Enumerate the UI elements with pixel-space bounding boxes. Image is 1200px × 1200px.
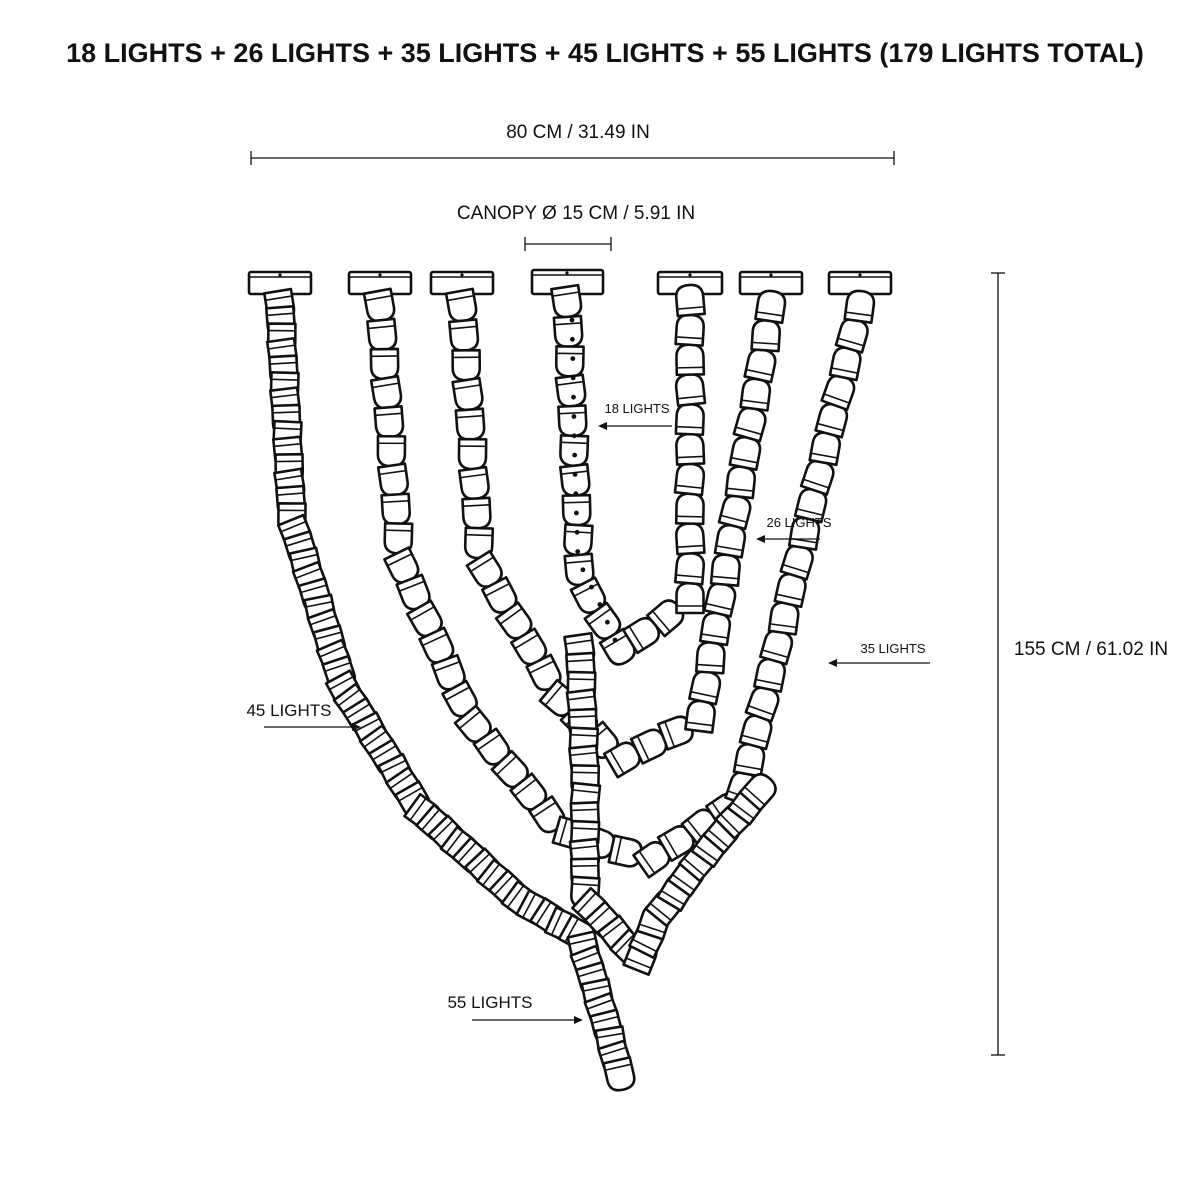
light-bead: [449, 319, 479, 351]
light-bead-marker: [572, 453, 577, 458]
light-bead-rim: [466, 535, 492, 536]
callout-arrowhead-26: [756, 535, 765, 543]
light-bead: [676, 493, 704, 524]
light-bead-rim: [273, 412, 299, 413]
light-bead: [845, 289, 876, 322]
light-bead-shade: [689, 669, 722, 704]
light-bead-rim: [570, 716, 596, 717]
light-strands: [264, 284, 875, 1093]
light-bead-marker: [574, 511, 579, 516]
light-bead-shade: [675, 284, 704, 316]
light-bead-rim: [572, 809, 598, 810]
canopy-dimension: [457, 203, 695, 251]
light-bead: [556, 346, 583, 376]
light-bead: [676, 433, 704, 464]
light-bead-shade: [556, 375, 587, 408]
light-bead-marker: [581, 567, 586, 572]
light-bead: [554, 316, 583, 348]
strand-callout-26: [756, 515, 832, 543]
light-bead-shade: [676, 523, 705, 555]
light-bead: [676, 523, 705, 555]
light-bead-rim: [386, 530, 412, 531]
light-bead: [675, 373, 705, 406]
light-bead-rim: [677, 456, 703, 457]
canopy-screw: [278, 273, 281, 276]
light-bead-marker: [570, 356, 575, 361]
callout-arrowhead-55: [574, 1016, 583, 1024]
strand-label-35: 35 LIGHTS: [860, 641, 926, 656]
light-bead-rim: [561, 442, 587, 443]
light-bead: [752, 319, 781, 351]
strand-callout-35: [828, 641, 930, 667]
light-bead: [459, 467, 490, 500]
light-bead-shade: [459, 467, 490, 500]
light-bead-rim: [677, 367, 703, 368]
light-bead-shade: [459, 439, 486, 469]
light-bead-shade: [675, 552, 704, 584]
light-bead-shade: [558, 405, 586, 436]
light-bead-rim: [677, 516, 703, 517]
light-bead-shade: [554, 316, 583, 348]
light-bead-shade: [726, 465, 756, 498]
light-bead: [459, 439, 486, 469]
light-bead: [446, 289, 478, 323]
light-bead-shade: [563, 495, 591, 526]
light-bead-shade: [367, 319, 397, 352]
light-bead-shade: [378, 464, 409, 498]
light-bead-shade: [462, 498, 490, 529]
light-bead: [689, 669, 722, 704]
light-bead-rim: [677, 427, 703, 428]
light-bead-shade: [745, 347, 778, 382]
light-bead-marker: [571, 395, 576, 400]
light-bead: [726, 465, 756, 498]
light-bead-rim: [569, 679, 595, 680]
light-bead-shade: [675, 462, 705, 495]
canopy-screw: [565, 271, 568, 274]
light-bead-shade: [449, 319, 479, 351]
light-bead-marker: [572, 433, 577, 438]
light-bead-shade: [551, 285, 582, 319]
light-bead: [676, 314, 705, 346]
light-bead: [371, 349, 398, 379]
light-bead-shade: [676, 314, 705, 346]
strand-45-lights: [364, 289, 875, 878]
strand-callout-55: [447, 993, 583, 1024]
light-bead-shade: [371, 349, 398, 379]
light-bead-shade: [603, 1057, 636, 1092]
light-bead-rim: [563, 502, 589, 503]
callout-arrowhead-35: [828, 659, 837, 667]
light-bead: [755, 289, 786, 323]
light-bead: [675, 284, 704, 316]
light-bead-shade: [676, 344, 704, 375]
light-bead-shade: [676, 493, 704, 524]
light-bead-shade: [378, 436, 405, 466]
light-bead: [551, 285, 582, 319]
light-bead-marker: [572, 414, 577, 419]
light-bead-shade: [375, 406, 404, 438]
light-bead-rim: [572, 866, 598, 867]
light-bead-marker: [570, 337, 575, 342]
light-bead: [367, 319, 397, 352]
light-bead-shade: [676, 404, 704, 435]
light-bead: [378, 436, 405, 466]
light-bead-marker: [605, 620, 610, 625]
light-bead-marker: [570, 318, 575, 323]
canopy-screw: [688, 273, 691, 276]
strand-label-26: 26 LIGHTS: [766, 515, 832, 530]
light-bead-shade: [456, 409, 485, 441]
light-bead-marker: [598, 602, 603, 607]
callout-arrowhead-18: [598, 422, 607, 430]
strand-label-18: 18 LIGHTS: [604, 401, 670, 416]
light-bead: [711, 554, 740, 586]
light-bead-shade: [675, 373, 705, 406]
light-bead: [456, 409, 485, 441]
canopy-screw: [378, 273, 381, 276]
light-bead-shade: [453, 350, 480, 380]
light-bead-marker: [573, 472, 578, 477]
light-bead: [677, 583, 704, 613]
height-dimension: [991, 273, 1168, 1055]
light-bead-rim: [572, 828, 598, 829]
light-bead-rim: [572, 772, 598, 773]
light-bead-shade: [755, 289, 786, 323]
light-bead: [453, 350, 480, 380]
light-bead: [462, 498, 490, 529]
height-dimension-label: 155 CM / 61.02 IN: [1013, 639, 1169, 660]
light-bead: [378, 464, 409, 498]
light-bead-shade: [845, 289, 876, 322]
light-bead: [675, 462, 705, 495]
light-bead-marker: [573, 491, 578, 496]
light-bead: [453, 378, 484, 412]
light-bead-marker: [589, 585, 594, 590]
light-bead-shade: [560, 435, 588, 466]
light-bead-shade: [711, 554, 740, 586]
strand-label-55: 55 LIGHTS: [447, 993, 533, 1012]
width-dimension-label: 80 CM / 31.49 IN: [506, 122, 650, 143]
light-bead-marker: [575, 530, 580, 535]
light-bead-shade: [556, 346, 583, 376]
strand-callout-18: [598, 401, 672, 430]
canopy-screw: [858, 273, 861, 276]
light-bead-shade: [696, 642, 725, 674]
light-bead-marker: [575, 549, 580, 554]
light-bead-shade: [371, 376, 402, 410]
light-bead: [382, 494, 411, 526]
light-bead-shade: [752, 319, 781, 351]
light-bead-marker: [571, 376, 576, 381]
light-bead-marker: [613, 638, 618, 643]
light-bead: [558, 405, 586, 436]
light-bead: [603, 1057, 636, 1092]
light-bead-shade: [677, 583, 704, 613]
light-bead: [676, 404, 704, 435]
light-bead: [375, 406, 404, 438]
canopy-screw: [769, 273, 772, 276]
strand-35-lights: [446, 289, 786, 777]
light-bead: [696, 642, 725, 674]
width-dimension: [251, 122, 894, 165]
light-bead-shade: [446, 289, 478, 323]
light-bead: [676, 344, 704, 375]
light-bead-shade: [382, 494, 411, 526]
light-bead-shade: [453, 378, 484, 412]
light-bead: [560, 435, 588, 466]
strand-18-lights-cross: [564, 633, 780, 974]
light-bead: [745, 347, 778, 382]
light-bead: [563, 495, 591, 526]
light-bead-shade: [676, 433, 704, 464]
strand-label-45: 45 LIGHTS: [246, 701, 332, 720]
canopy-dimension-label: CANOPY Ø 15 CM / 5.91 IN: [456, 203, 696, 224]
light-bead: [371, 376, 402, 410]
diagram-title: 18 LIGHTS + 26 LIGHTS + 35 LIGHTS + 45 LIGHTS + 55 LIGHTS (179 LIGHTS TOTAL): [66, 38, 1144, 68]
canopy-screw: [460, 273, 463, 276]
light-bead-rim: [272, 379, 298, 380]
light-bead: [556, 375, 587, 408]
light-bead: [675, 552, 704, 584]
